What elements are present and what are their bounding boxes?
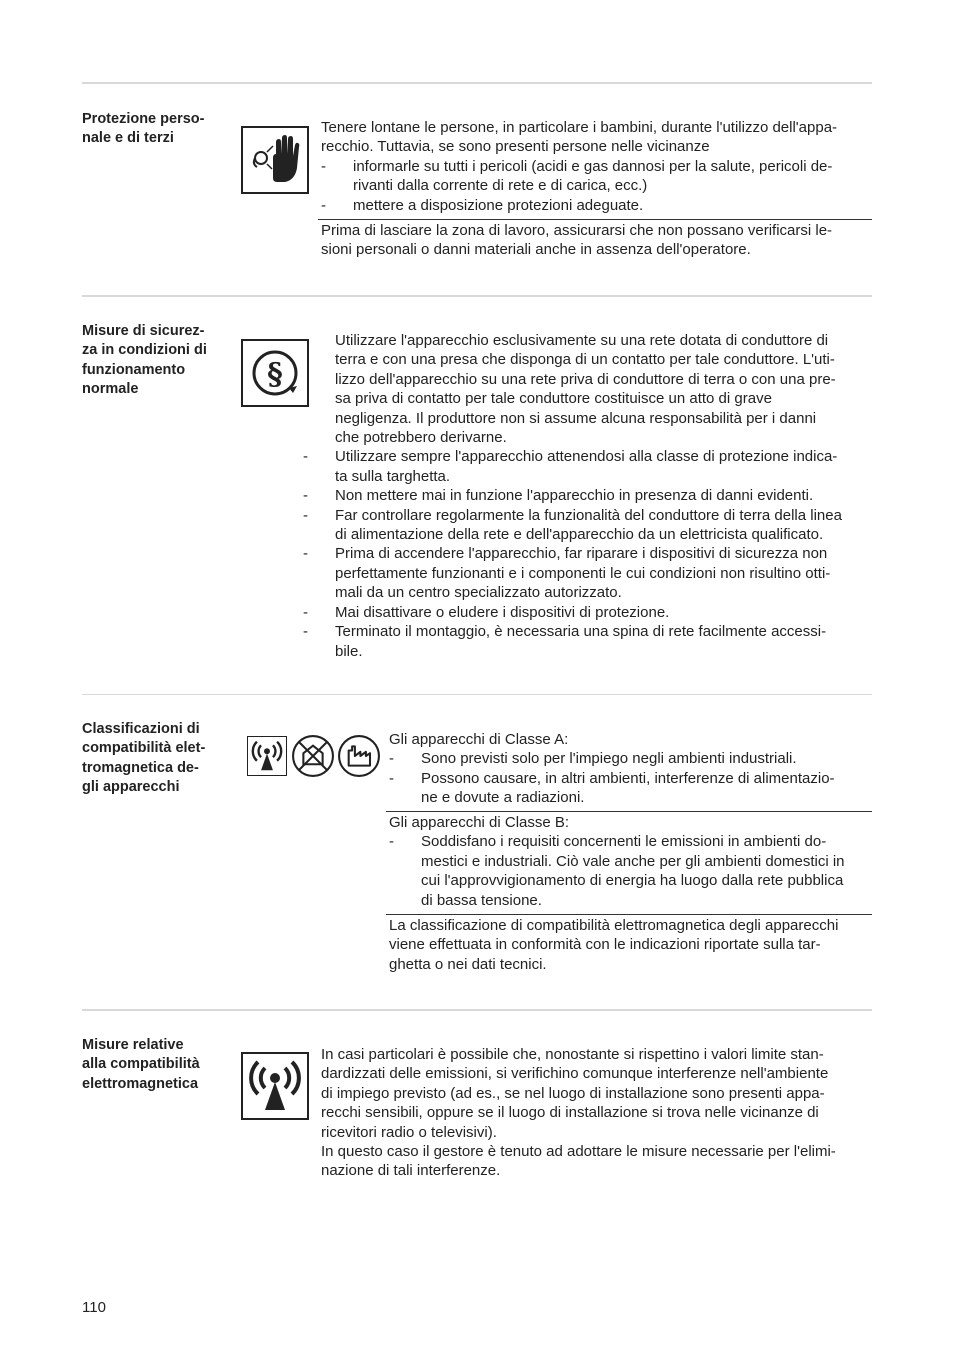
section-heading: Misure di sicurez- za in condizioni di funzionamento normale: [82, 323, 207, 398]
section-body: Utilizzare l'apparecchio esclusivamente su una rete dotata di conduttore di terra e con una presa che disponga di un contatto per tale conduttore. L'uti- lizzo dell'apparecchio su una rete priva di conduttore di terra o con una pre- sa priva di contatto per tale conduttore costituisce un atto di grave negligenza. Il produttore non si assume alcuna responsabilità per i danni che potrebbero derivarne. - Utilizzare sempre l'apparecchio attenendosi alla classe di protezione indica- ta sulla targhetta. - Non mettere mai in funzione l'apparecchio in presenza di danni evidenti. - Far controllare regolarmente la funzionalità del conduttore di terra della linea di alimentazione della rete e dell'apparecchio da un elettricista qualificato. - Prima di accendere l'apparecchio, far riparare i dispositivi di sicurezza non perfettamente funzionanti e i componenti le cui condizioni non risultino otti- mali da un centro specializzato autorizzato. - Mai disattivare o eludere i dispositivi di protezione. - Terminato il montaggio, è necessaria una spina di rete facilmente accessi- bile.: [303, 331, 872, 661]
section-body: Tenere lontane le persone, in particolare i bambini, durante l'utilizzo dell'appa- recchio. Tuttavia, se sono presenti persone nelle vicinanze - informarle su tutti i pericoli (acidi e gas dannosi per la salute, pericoli de- rivanti dalla corrente di rete e di carica, ecc.) - mettere a disposizione protezioni adeguate.: [321, 118, 873, 215]
note-separator: [318, 219, 872, 220]
section-divider: [82, 1009, 872, 1011]
section-note: La classificazione di compatibilità elettromagnetica degli apparecchi viene effettuata in conformità con le indicazioni riportate sulla tar- ghetta o nei dati tecnici.: [389, 917, 839, 973]
list-item: - informarle su tutti i pericoli (acidi e gas dannosi per la salute, pericoli de- rivanti dalla corrente di rete e di carica, ecc.): [321, 157, 833, 195]
factory-icon: [337, 734, 381, 778]
class-a-block: Gli apparecchi di Classe A: - Sono previsti solo per l'impiego negli ambienti industriali. - Possono causare, in altri ambienti, interferenze di alimentazio- ne e dovute a radiazioni.: [389, 730, 872, 808]
list-item: - Prima di accendere l'apparecchio, far riparare i dispositivi di sicurezza non perfettamente funzionanti e i componenti le cui condizioni non risultino otti- mali da un centro specializzato autorizzato.: [303, 545, 831, 602]
class-b-block: Gli apparecchi di Classe B: - Soddisfano i requisiti concernenti le emissioni in ambienti do- mestici e industriali. Ciò vale anche per gli ambienti domestici in cui l'approvvigionamento di energia ha luogo dalla rete pubblica di bassa tensione.: [389, 813, 872, 910]
hand-stop-warning-icon: [241, 126, 309, 194]
crossed-house-icon: [291, 734, 335, 778]
section-heading: Misure relative alla compatibilità elettromagnetica: [82, 1037, 200, 1092]
section-heading: Classificazioni di compatibilità elet- tromagnetica de- gli apparecchi: [82, 721, 206, 796]
page-number: 110: [82, 1299, 106, 1316]
paragraph-regulation-icon: [241, 339, 309, 407]
list-item: - Sono previsti solo per l'impiego negli ambienti industriali.: [389, 750, 797, 768]
list-item: - Soddisfano i requisiti concernenti le emissioni in ambienti do- mestici e industriali. Ciò vale anche per gli ambienti domestici in cui l'approvvigionamento di energia ha luogo dalla rete pubblica di bassa tensione.: [389, 833, 845, 909]
list-item: - Terminato il montaggio, è necessaria una spina di rete facilmente accessi- bile.: [303, 623, 827, 660]
section-body: In casi particolari è possibile che, nonostante si rispettino i valori limite stan- dardizzati delle emissioni, si verifichino comunque interferenze nell'ambiente di impiego previsto (ad es., se nel luogo di installazione sono presenti appa- recchi sensibili, oppure se il luogo di installazione si trova nelle vicinanze di ricevitori radio o televisivi). In questo caso il gestore è tenuto ad adottare le misure necessarie per l'elimi- nazione di tali interferenze.: [321, 1046, 836, 1180]
section-heading: Protezione perso- nale e di terzi: [82, 111, 205, 147]
note-separator: [386, 811, 872, 812]
list-item: - Possono causare, in altri ambienti, interferenze di alimentazio- ne e dovute a radiazioni.: [389, 769, 835, 807]
section-note: Prima di lasciare la zona di lavoro, assicurarsi che non possano verificarsi le- sioni personali o danni materiali anche in assenza dell'operatore.: [321, 222, 833, 259]
radiation-emission-icon: [247, 736, 287, 776]
list-item: - Utilizzare sempre l'apparecchio attenendosi alla classe di protezione indica- ta sulla targhetta.: [303, 448, 838, 485]
top-rule: [82, 82, 872, 84]
section-divider: [82, 295, 872, 297]
list-item: - Mai disattivare o eludere i dispositivi di protezione.: [303, 603, 670, 621]
svg-text:§: §: [267, 357, 283, 392]
radiation-emission-icon: [241, 1052, 309, 1120]
list-item: - Far controllare regolarmente la funzionalità del conduttore di terra della linea di alimentazione della rete e dell'apparecchio da un elettricista qualificato.: [303, 506, 842, 544]
note-separator: [386, 914, 872, 915]
list-item: - mettere a disposizione protezioni adeguate.: [321, 196, 644, 214]
section-divider: [82, 694, 872, 695]
list-item: - Non mettere mai in funzione l'apparecchio in presenza di danni evidenti.: [303, 487, 814, 505]
